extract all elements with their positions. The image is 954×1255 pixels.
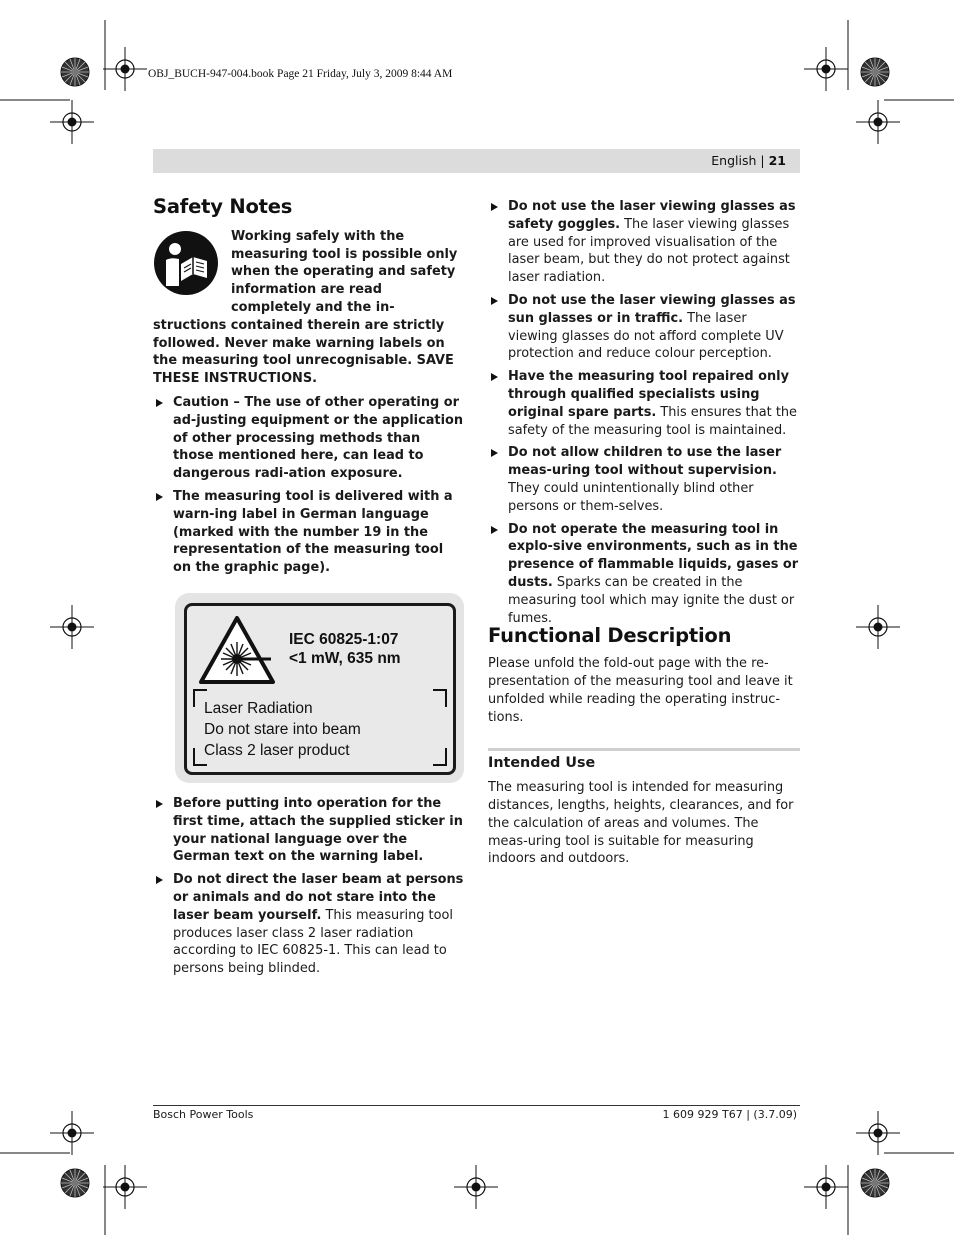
list-item <box>153 394 465 483</box>
list-item <box>488 198 800 287</box>
bullet-arrow-icon <box>156 399 163 407</box>
warning-label-iec <box>289 630 401 668</box>
right-column <box>488 198 800 868</box>
bullet-bold: Do not operate the measuring tool in explo-sive environments, such as in the presence of flammable liquids, gases or dusts. <box>508 521 799 590</box>
bullet-arrow-icon <box>491 526 498 534</box>
bullet-bold: Do not allow children to use the laser meas-uring tool without supervision. <box>508 445 782 479</box>
safety-intro <box>153 228 465 388</box>
section-divider <box>488 748 800 751</box>
bullet-text: The laser viewing glasses do not afford complete UV protection and reduce colour perception. <box>508 310 784 362</box>
bullet-bold: Have the measuring tool repaired only through qualified specialists using original spare parts. <box>508 369 789 420</box>
list-item <box>153 795 465 866</box>
safety-list-right <box>488 198 800 627</box>
list-item <box>153 488 465 577</box>
bullet-bold: Do not use the laser viewing glasses as sun glasses or in traffic. <box>508 292 796 326</box>
page-header <box>153 149 800 173</box>
footer-doc-number: 1 609 929 T67 | (3.7.09) <box>662 1108 797 1121</box>
laser-power: <1 mW, 635 nm <box>289 649 401 667</box>
bullet-bold: Do not use the laser viewing glasses as safety goggles. <box>508 199 796 232</box>
list-item <box>488 368 800 439</box>
bullet-arrow-icon <box>491 297 498 305</box>
warning-label-text <box>204 698 361 761</box>
laser-warning-icon <box>197 614 277 686</box>
label-corner-br <box>433 748 447 766</box>
read-manual-icon <box>153 230 219 296</box>
bullet-text: This measuring tool produces laser class 2 laser radiation according to IEC 60825-1. This can lead to persons being blinded. <box>173 907 453 977</box>
bullet-bold: Before putting into operation for the first time, attach the supplied sticker in your national language over the German text on the warning label. <box>173 795 463 865</box>
bullet-text: They could unintentionally blind other persons or them-selves. <box>508 480 754 514</box>
list-item <box>488 521 800 628</box>
label-line-3: Class 2 laser product <box>204 741 350 759</box>
list-item <box>488 292 800 363</box>
footer-rule <box>153 1105 800 1106</box>
bullet-arrow-icon <box>491 373 498 381</box>
intended-use-text: The measuring tool is intended for measuring distances, lengths, heights, clearances, and for the calculation of areas and volumes. The meas-uring tool is suitable for measuring indoors and outdoors. <box>488 780 794 867</box>
bullet-text: This ensures that the safety of the measuring tool is maintained. <box>508 404 797 438</box>
bullet-bold: The measuring tool is delivered with a warn-ing label in German language (marked with the number 19 in the representation of the measuring tool on the graphic page). <box>173 488 453 576</box>
bullet-arrow-icon <box>491 449 498 457</box>
label-corner-tr <box>433 689 447 707</box>
label-line-2: Do not stare into beam <box>204 720 361 738</box>
functional-description-title: Functional Description <box>488 624 732 648</box>
print-meta: OBJ_BUCH-947-004.book Page 21 Friday, July 3, 2009 8:44 AM <box>148 68 453 80</box>
footer-brand: Bosch Power Tools <box>153 1108 254 1121</box>
left-column <box>153 195 465 978</box>
list-item <box>153 871 465 978</box>
bullet-arrow-icon <box>156 800 163 808</box>
iec-standard: IEC 60825-1:07 <box>289 630 399 648</box>
label-line-1: Laser Radiation <box>204 699 313 717</box>
bullet-text: The laser viewing glasses are used for improved visualisation of the laser beam, but they do not protect against laser radiation. <box>508 216 790 286</box>
list-item <box>488 444 800 515</box>
warning-label-frame <box>184 603 456 775</box>
bullet-bold: Caution – The use of other operating or ad-justing equipment or the application of other processing methods than those mentioned here, can lead to dangerous radi-ation exposure. <box>173 394 464 482</box>
bullet-arrow-icon <box>156 876 163 884</box>
bullet-bold: Do not direct the laser beam at persons or animals and do not stare into the laser beam yourself. <box>173 872 464 923</box>
bullet-arrow-icon <box>491 203 498 211</box>
safety-list-top <box>153 394 465 577</box>
page-number: 21 <box>768 153 786 168</box>
safety-notes-title: Safety Notes <box>153 195 293 218</box>
functional-description-text: Please unfold the fold-out page with the re-presentation of the measuring tool and leave it unfolded while reading the operating instruc-tions. <box>488 656 793 725</box>
intended-use-title: Intended Use <box>488 755 596 772</box>
safety-intro-text: Working safely with the measuring tool is possible only when the operating and safety information are read completely and the in-structions contained therein are strictly followed. Never make warning labels on the measuring tool unrecognisable. SAVE THESE INSTRUCTIONS. <box>153 228 458 387</box>
header-language: English <box>711 153 757 168</box>
bullet-text: Sparks can be created in the measuring tool which may ignite the dust or fumes. <box>508 574 795 626</box>
laser-warning-label <box>175 593 464 783</box>
safety-list-bottom <box>153 795 465 978</box>
bullet-arrow-icon <box>156 493 163 501</box>
header-separator: | <box>760 153 765 168</box>
header-text <box>711 153 786 168</box>
